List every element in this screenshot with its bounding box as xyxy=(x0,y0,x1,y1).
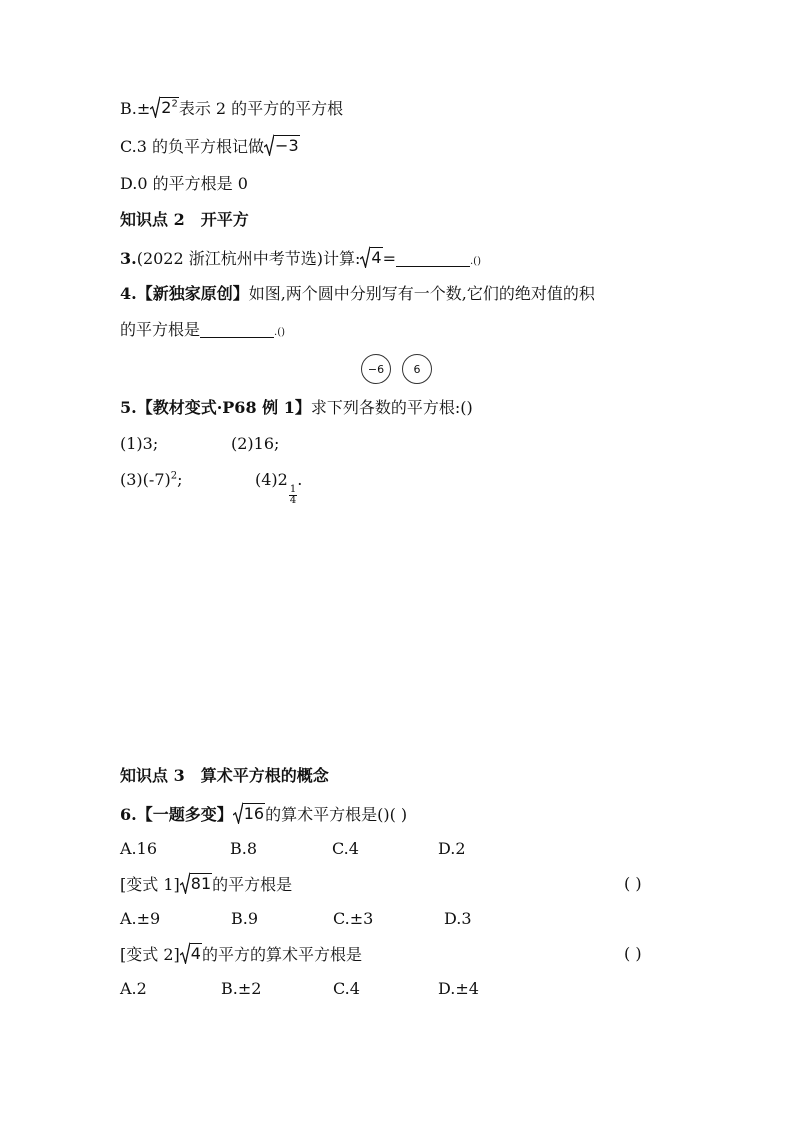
section-heading-2: 知识点 2 开平方 xyxy=(120,210,249,229)
q5-item-4: (4)2 $\frac{1}{4}$ . xyxy=(255,470,303,506)
var2-option-a[interactable]: A.2 xyxy=(120,979,147,998)
var1-option-b[interactable]: B.9 xyxy=(231,909,259,928)
var2-option-d[interactable]: D.±4 xyxy=(438,979,479,998)
radical-sign-icon xyxy=(180,872,190,894)
var2-option-b[interactable]: B.±2 xyxy=(221,979,262,998)
sqrt-expression: −3 xyxy=(264,134,300,156)
radical-sign-icon xyxy=(360,246,370,268)
radical-sign-icon xyxy=(150,96,160,118)
var2-option-c[interactable]: C.4 xyxy=(333,979,360,998)
radical-sign-icon xyxy=(264,134,274,156)
question-6: 6.【一题多变】 16 的算术平方根是()( ) xyxy=(120,804,408,824)
question-3: 3.(2022 浙江杭州中考节选)计算: 4 = .() xyxy=(120,248,481,268)
answer-parentheses[interactable]: ( ) xyxy=(624,944,642,963)
q6-option-b[interactable]: B.8 xyxy=(230,839,258,858)
option-d: D.0 的平方根是 0 xyxy=(120,174,248,193)
variant-1: [变式 1] 81 的平方根是 xyxy=(120,874,293,894)
var1-option-a[interactable]: A.±9 xyxy=(120,909,161,928)
q6-option-c[interactable]: C.4 xyxy=(332,839,359,858)
answer-blank[interactable] xyxy=(396,250,470,267)
circle-number-right: 6 xyxy=(402,354,432,384)
radical-sign-icon xyxy=(180,942,190,964)
radical-sign-icon xyxy=(233,802,243,824)
fraction: $\frac{1}{4}$ xyxy=(289,484,297,506)
var1-option-c[interactable]: C.±3 xyxy=(333,909,374,928)
q5-item-1: (1)3; xyxy=(120,434,159,453)
question-5: 5.【教材变式·P68 例 1】求下列各数的平方根:() xyxy=(120,398,473,417)
sqrt-expression: 16 xyxy=(233,802,265,824)
sqrt-expression: $2^2$ xyxy=(150,96,179,118)
answer-parentheses[interactable]: ( ) xyxy=(624,874,642,893)
answer-blank[interactable] xyxy=(200,321,274,338)
circle-number-left: −6 xyxy=(361,354,391,384)
q5-item-3: $(3)(-7)^2$; xyxy=(120,470,183,489)
q5-item-2: (2)16; xyxy=(231,434,280,453)
q6-option-a[interactable]: A.16 xyxy=(120,839,157,858)
section-heading-3: 知识点 3 算术平方根的概念 xyxy=(120,766,329,785)
variant-2: [变式 2] 4 的平方的算术平方根是 xyxy=(120,944,362,964)
sqrt-expression: 4 xyxy=(360,246,382,268)
option-b: B.± $2^2$ 表示 2 的平方的平方根 xyxy=(120,98,344,118)
q6-option-d[interactable]: D.2 xyxy=(438,839,466,858)
sqrt-expression: 4 xyxy=(180,942,202,964)
option-c: C.3 的负平方根记做 −3 xyxy=(120,136,299,156)
question-4-line1: 4.【新独家原创】如图,两个圆中分别写有一个数,它们的绝对值的积 xyxy=(120,284,595,303)
question-4-line2: 的平方根是 .() xyxy=(120,320,285,339)
var1-option-d[interactable]: D.3 xyxy=(444,909,472,928)
sqrt-expression: 81 xyxy=(180,872,212,894)
